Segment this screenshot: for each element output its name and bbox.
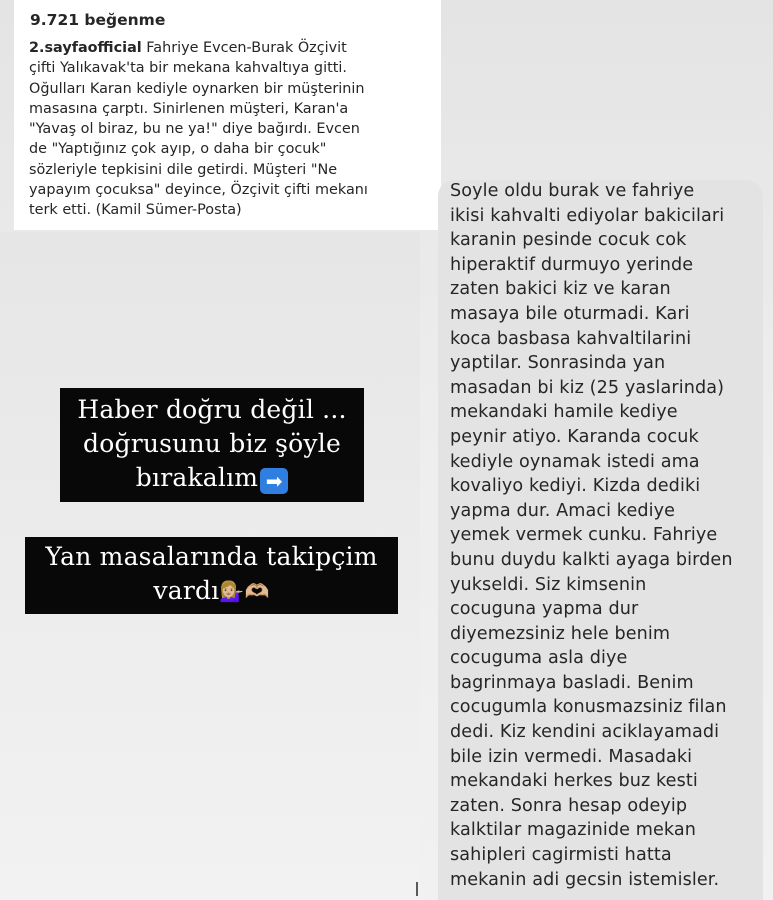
- post-caption-card: [14, 0, 441, 230]
- likes-count[interactable]: 9.721 beğenme: [30, 11, 166, 29]
- overlay2-line2: [25, 574, 398, 608]
- post-caption: [29, 38, 427, 221]
- story-text-overlay-1: [60, 388, 364, 502]
- overlay1-line2: doğrusunu biz şöyle: [83, 429, 341, 458]
- caption-body: Fahriye Evcen-Burak Özçivit çifti Yalıkavak'ta bir mekana kahvaltıya gitti. Oğulları Karan kediyle oynarken bir müşterinin masasına çarptı. Sinirlenen müşteri, Karan'a "Yavaş ol biraz, bu ne ya!" diye bağırdı. Evcen de "Yaptığınız çok ayıp, o daha bir çocuk" sözleriyle tepkisini dile getirdi. Müşteri "Ne yapayım çocuksa" deyince, Özçivit çifti mekanı terk etti. (Kamil Sümer-Posta): [29, 40, 368, 219]
- overlay2-line2-text: vardı: [153, 576, 220, 605]
- overlay1-line3: [60, 461, 364, 495]
- message-bubble: [438, 180, 763, 900]
- story-text-overlay-2: [25, 537, 398, 614]
- overlay1-line1: Haber doğru değil ...: [77, 395, 347, 424]
- post-username[interactable]: 2.sayfaofficial: [29, 40, 142, 56]
- right-arrow-icon: ➡: [260, 468, 288, 494]
- overlay2-line1: Yan masalarında takipçim: [45, 542, 378, 571]
- hand-heart-emoji-icon: 💁🏼‍♀️🫶🏼: [219, 579, 270, 603]
- divider-mark: [416, 882, 418, 896]
- message-text: Soyle oldu burak ve fahriye ikisi kahvalti ediyolar bakicilari karanin pesinde cocuk cok hiperaktif durmuyo yerinde zaten bakici kiz ve karan masaya bile oturmadi. Kari koca basbasa kahvaltilarini yaptilar. Sonrasinda yan masadan bi kiz (25 yaslarinda) mekandaki hamile kediye peynir atiyo. Karanda cocuk kediyle oynamak istedi ama kovaliyo kediyi. Kizda dediki yapma dur. Amaci kediye yemek vermek cunku. Fahriye bunu duydu kalkti ayaga birden yukseldi. Siz kimsenin cocuguna yapma dur diyemezsiniz hele benim cocuguma asla diye bagrinmaya basladi. Benim cocugumla konusmazsiniz filan dedi. Kiz kendini aciklayamadi bile izin vermedi. Masadaki mekandaki herkes buz kesti zaten. Sonra hesap odeyip kalktilar magazinide mekan sahipleri cagirmisti hatta mekanin adi gecsin istemisler.: [450, 181, 733, 890]
- overlay1-line3-text: bırakalım: [135, 463, 259, 492]
